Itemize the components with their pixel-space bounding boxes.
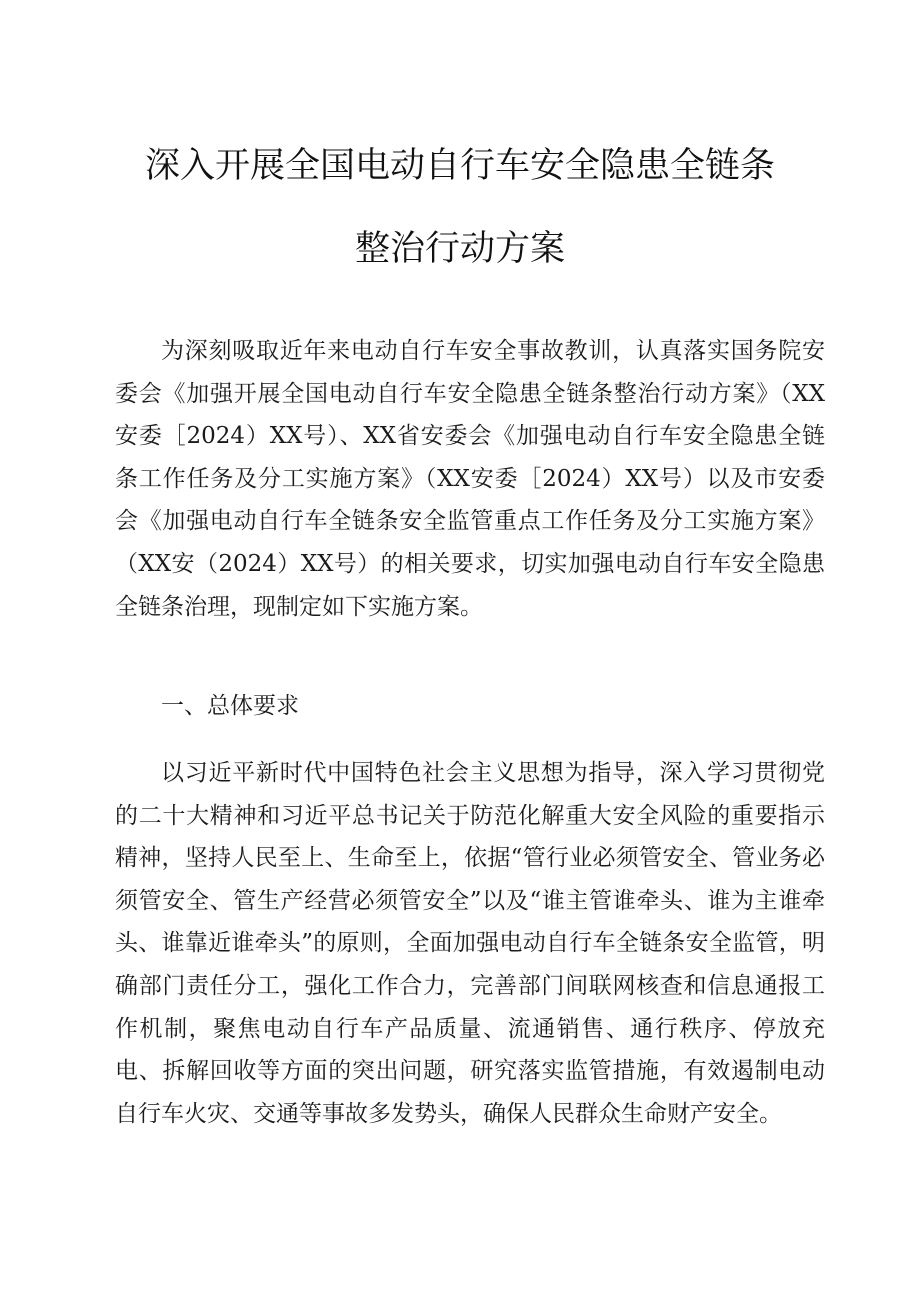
document-title-line2: 整治行动方案 [354,229,565,269]
intro-paragraph: 为深刻吸取近年来电动自行车安全事故教训，认真落实国务院安委会《加强开展全国电动自行车安全隐患全链条整治行动方案》（XX安委［2024）XX号）、XX省安委会《加强电动自行车安全隐患全链条工作任务及分工实施方案》（XX安委［2024）XX号）以及市安委会《加强电动自行车全链条安全监管重点工作任务及分工实施方案》（XX安（2024）XX号）的相关要求，切实加强电动自行车安全隐患全链条治理，现制定如下实施方案。 [115,338,825,620]
section-heading-general-requirements: 一、总体要求 [161,693,299,719]
general-requirements-paragraph: 以习近平新时代中国特色社会主义思想为指导，深入学习贯彻党的二十大精神和习近平总书记关于防范化解重大安全风险的重要指示精神，坚持人民至上、生命至上，依据“管行业必须管安全、管业务必须管安全、管生产经营必须管安全”以及“谁主管谁牵头、谁为主谁牵头、谁靠近谁牵头”的原则，全面加强电动自行车全链条安全监管，明确部门责任分工，强化工作合力，完善部门间联网核查和信息通报工作机制，聚焦电动自行车产品质量、流通销售、通行秩序、停放充电、拆解回收等方面的突出问题，研究落实监管措施，有效遏制电动自行车火灾、交通等事故多发势头，确保人民群众生命财产安全。 [115,760,825,1127]
document-title-line1: 深入开展全国电动自行车安全隐患全链条 [144,146,775,186]
